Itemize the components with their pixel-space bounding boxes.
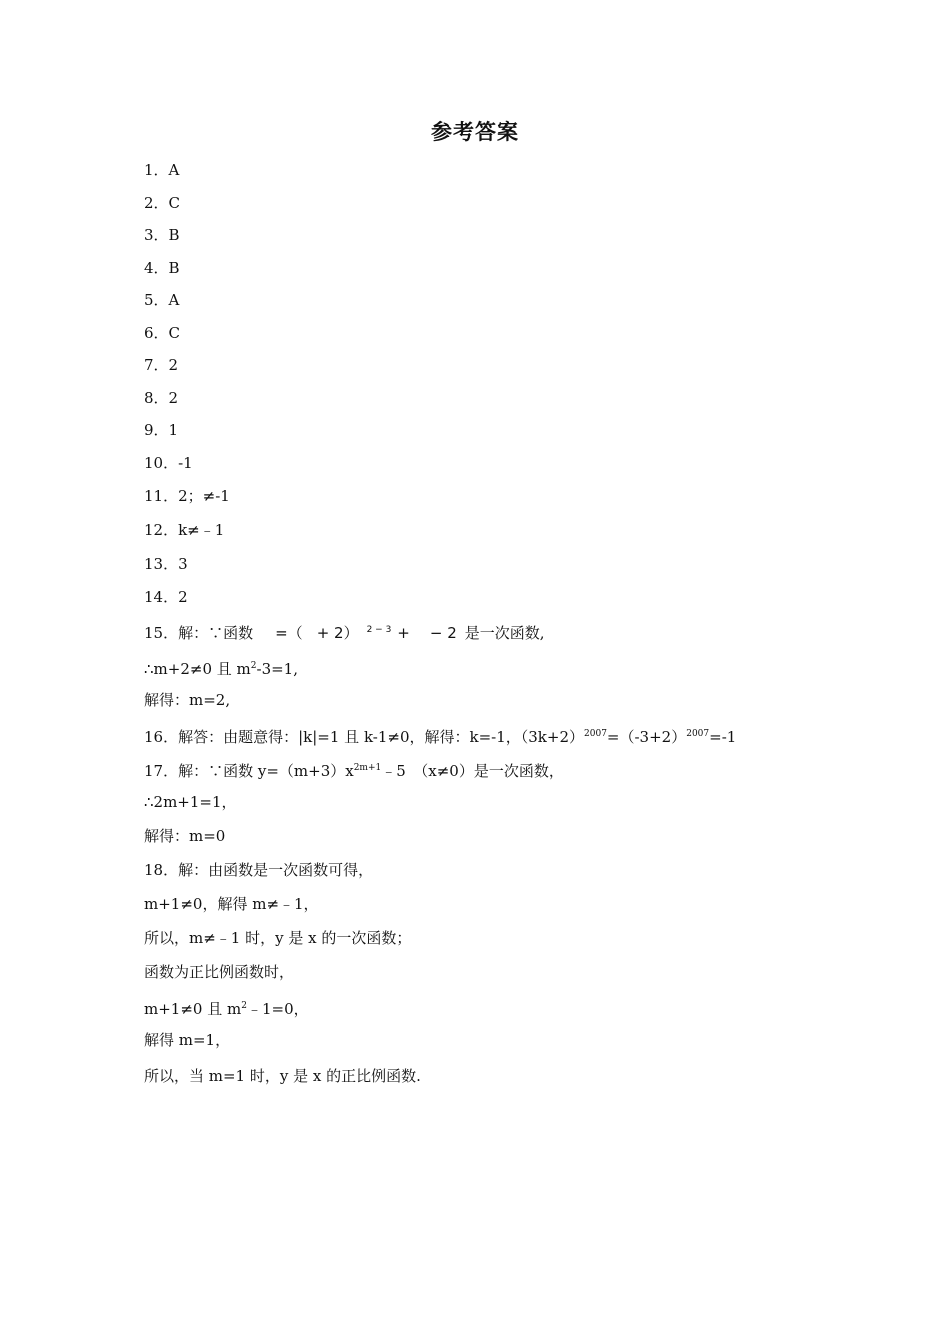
answer-15-formula-part-3: + <box>397 624 410 642</box>
answer-16-text-c: =-1 <box>709 728 737 746</box>
answer-15-condition-exponent: 2 <box>250 661 257 671</box>
answer-17-line-2: ∴2m+1=1， <box>144 793 237 811</box>
answer-line <box>144 388 178 408</box>
answer-15-line-1 <box>144 620 545 643</box>
answer-17-text-b: ﹣5 （x≠0）是一次函数， <box>381 762 564 780</box>
answer-15-number: 15． <box>144 624 179 642</box>
answer-number: 7． <box>144 356 169 374</box>
answer-18-exponent: 2 <box>241 1001 247 1011</box>
answer-number: 14． <box>144 588 179 606</box>
answer-line <box>144 453 193 473</box>
answer-16-text-b: =（-3+2） <box>606 728 687 746</box>
answer-15-end: 是一次函数, <box>464 624 545 642</box>
answer-line <box>144 486 230 506</box>
answer-line <box>144 193 180 213</box>
answer-line <box>144 160 179 180</box>
answer-17-number: 17． <box>144 762 179 780</box>
answer-line <box>144 587 188 607</box>
answer-17-line-1 <box>144 758 564 781</box>
answer-number: 10． <box>144 454 179 472</box>
answer-line <box>144 355 178 375</box>
answer-text: C <box>168 324 181 342</box>
answer-text: B <box>168 226 180 244</box>
answer-number: 13． <box>144 555 179 573</box>
answer-number: 4． <box>144 259 169 277</box>
answer-number: 2． <box>144 194 169 212</box>
answer-15-intro: 解：∵函数 <box>178 624 254 642</box>
answer-text: A <box>168 161 180 179</box>
answer-17-text-a: 解：∵函数 y=（m+3）x <box>178 762 354 780</box>
answer-18-line-5 <box>144 996 309 1019</box>
answer-18-line-2: m+1≠0，解得 m≠﹣1， <box>144 895 319 913</box>
answer-number: 6． <box>144 324 169 342</box>
answer-17-line-3: 解得：m=0 <box>144 827 226 845</box>
answer-16-text-a: 解答：由题意得：|k|=1 且 k-1≠0，解得：k=-1，（3k+2） <box>178 728 585 746</box>
answer-18-text-1: 解：由函数是一次函数可得， <box>178 861 374 879</box>
answer-18-line-3: 所以，m≠﹣1 时，y 是 x 的一次函数； <box>144 929 412 947</box>
answer-number: 5． <box>144 291 169 309</box>
answer-number: 3． <box>144 226 169 244</box>
answer-15-formula-part-1: =（ <box>275 624 303 642</box>
answer-text: -1 <box>178 454 193 472</box>
answer-line <box>144 420 178 440</box>
answer-text: k≠﹣1 <box>178 521 225 539</box>
answer-number: 9． <box>144 421 169 439</box>
answer-number: 11． <box>144 487 179 505</box>
answer-15-formula-part-4: − 2 <box>429 624 457 642</box>
answer-text: 2 <box>168 389 179 407</box>
answer-text: C <box>168 194 181 212</box>
answer-18-line-1 <box>144 860 373 880</box>
answer-number: 8． <box>144 389 169 407</box>
answer-15-line-2 <box>144 656 298 679</box>
answer-15-line-3: 解得：m=2, <box>144 691 231 709</box>
answer-number: 1． <box>144 161 169 179</box>
answer-15-formula-part-2: + 2） <box>316 624 359 642</box>
answer-line <box>144 520 224 540</box>
answer-line <box>144 554 188 574</box>
answer-15-exponent: 2 − 3 <box>366 625 392 635</box>
answer-line <box>144 323 180 343</box>
answer-text: 1 <box>168 421 179 439</box>
answer-18-text-5b: ﹣1=0， <box>246 1000 309 1018</box>
answer-text: A <box>168 291 180 309</box>
answer-line <box>144 290 179 310</box>
answer-18-line-4: 函数为正比例函数时， <box>144 963 295 981</box>
answer-text: 2 <box>178 588 188 606</box>
answer-text: 3 <box>178 555 188 573</box>
answer-18-line-6: 解得 m=1， <box>144 1031 231 1049</box>
answer-16-line <box>144 724 736 747</box>
answer-line <box>144 225 180 245</box>
answer-text: 2 <box>168 356 179 374</box>
answer-15-condition-end: -3=1, <box>256 660 298 678</box>
answer-text: B <box>168 259 180 277</box>
answer-18-number: 18． <box>144 861 179 879</box>
answer-15-condition: ∴m+2≠0 且 m <box>144 660 251 678</box>
answer-line <box>144 258 180 278</box>
page-title: 参考答案 <box>431 120 519 144</box>
answer-16-exponent-1: 2007 <box>584 729 607 739</box>
answer-16-exponent-2: 2007 <box>686 729 710 739</box>
answer-17-exponent: 2m+1 <box>353 763 382 773</box>
answer-16-number: 16． <box>144 728 179 746</box>
answer-18-line-7: 所以，当 m=1 时，y 是 x 的正比例函数. <box>144 1067 421 1085</box>
answer-18-text-5a: m+1≠0 且 m <box>144 1000 242 1018</box>
answer-text: 2；≠-1 <box>178 487 230 505</box>
answer-number: 12． <box>144 521 179 539</box>
